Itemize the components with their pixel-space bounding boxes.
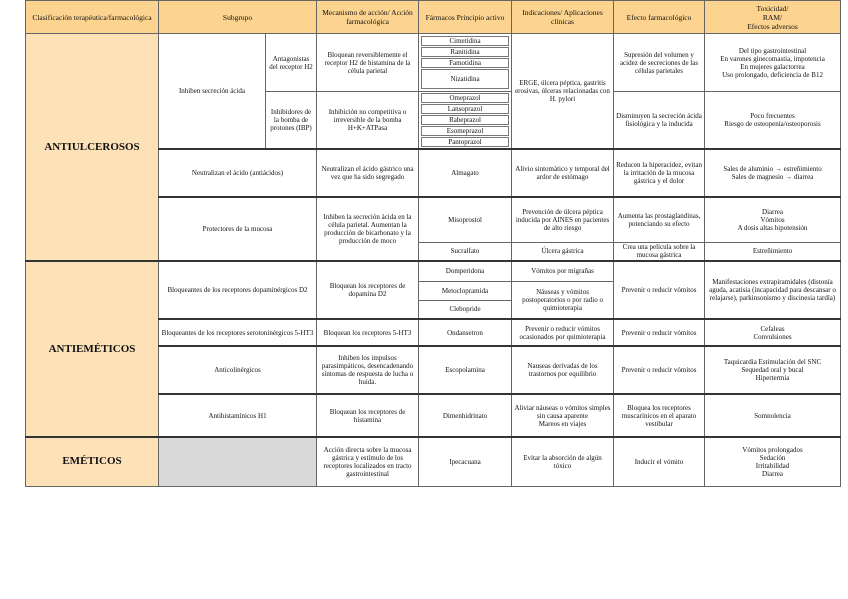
effect: Prevenir o reducir vómitos xyxy=(614,346,705,394)
drug: Nizatidina xyxy=(421,69,509,89)
drug: Lansoprazol xyxy=(421,104,509,114)
toxicity: Poco frecuentes Riesgo de osteopenia/osteoporosis xyxy=(705,92,841,150)
drug: Misoprostol xyxy=(419,197,512,242)
indication: Evitar la absorción de algún tóxico xyxy=(512,437,614,486)
subgroup-5ht3: Bloqueantes de los receptores serotoninérgicos 5-HT3 xyxy=(159,319,317,346)
subgroup-h1: Antihistamínicos H1 xyxy=(159,394,317,437)
effect: Prevenir o reducir vómitos xyxy=(614,261,705,319)
subgroup-ibp: Inhibidores de la bomba de protones (IBP) xyxy=(266,92,317,150)
category-antiemeticos: ANTIEMÉTICOS xyxy=(26,261,159,437)
drug: Sucralfato xyxy=(419,242,512,261)
drug-list xyxy=(419,92,512,150)
drug: Esomeprazol xyxy=(421,126,509,136)
subgroup-inhiben: Inhiben secreción ácida xyxy=(159,34,266,150)
indication: Vómitos por migrañas xyxy=(512,261,614,281)
mechanism: Neutralizan el ácido gástrico una vez que ha sido segregado xyxy=(317,149,419,197)
drug-list xyxy=(419,34,512,92)
indication: Prevenir o reducir vómitos ocasionados por quimioterapia xyxy=(512,319,614,346)
drug: Famotidina xyxy=(421,58,509,68)
table-row xyxy=(26,261,841,281)
category-antiulcerosos: ANTIULCEROSOS xyxy=(26,34,159,262)
header-clasificacion: Clasificación terapéutica/farmacológica xyxy=(26,1,159,34)
subgroup-d2: Bloqueantes de los receptores dopaminérgicos D2 xyxy=(159,261,317,319)
drug: Rabeprazol xyxy=(421,115,509,125)
subgroup-anticolinergicos: Anticolinérgicos xyxy=(159,346,317,394)
drug: Ipecacuana xyxy=(419,437,512,486)
subgroup-empty xyxy=(159,437,317,486)
drug: Almagato xyxy=(419,149,512,197)
indication: Nauseas derivadas de los trastornos por equilibrio xyxy=(512,346,614,394)
mechanism: Inhibición no competitiva o irreversible de la bomba H+K+ATPasa xyxy=(317,92,419,150)
mechanism: Bloquean los receptores de histamina xyxy=(317,394,419,437)
effect: Aumenta las prostaglandinas, potenciando su efecto xyxy=(614,197,705,242)
effect: Crea una película sobre la mucosa gástrica xyxy=(614,242,705,261)
toxicity: Diarrea Vómitos A dosis altas hipotensión xyxy=(705,197,841,242)
effect: Prevenir o reducir vómitos xyxy=(614,319,705,346)
subgroup-h2: Antagonistas del receptor H2 xyxy=(266,34,317,92)
drug: Clebopride xyxy=(419,300,512,319)
mechanism: Bloquean los receptores de dopamina D2 xyxy=(317,261,419,319)
toxicity: Taquicardia Estimulación del SNC Sequedad oral y bucal Hipertermia xyxy=(705,346,841,394)
table-row xyxy=(26,437,841,486)
pharmacology-table xyxy=(25,0,841,487)
drug: Cimetidina xyxy=(421,36,509,46)
subgroup-antiacidos: Neutralizan el ácido (antiácidos) xyxy=(159,149,317,197)
toxicity: Manifestaciones extrapiramidales (distonía aguda, acatisia (incapacidad para descansar o relajarse), parkinsonismo y discinesia tardía) xyxy=(705,261,841,319)
header-efecto: Efecto farmacológico xyxy=(614,1,705,34)
toxicity: Somnolencia xyxy=(705,394,841,437)
header-subgrupo: Subgrupo xyxy=(159,1,317,34)
table-row xyxy=(26,34,841,92)
toxicity: Cefaleas Convulsiones xyxy=(705,319,841,346)
header-row xyxy=(26,1,841,34)
category-emeticos: EMÉTICOS xyxy=(26,437,159,486)
mechanism: Inhiben los impulsos parasimpáticos, desencadenando síntomas de respuesta de lucha o huida. xyxy=(317,346,419,394)
toxicity: Del tipo gastrointestinal En varones ginecomastia, impotencia En mujeres galactorrea Uso prolongado, deficiencia de B12 xyxy=(705,34,841,92)
effect: Bloquea los receptores muscarínicos en el aparato vestibular xyxy=(614,394,705,437)
header-indicaciones: Indicaciones/ Aplicaciones clínicas xyxy=(512,1,614,34)
header-mecanismo: Mecanismo de acción/ Acción farmacológica xyxy=(317,1,419,34)
effect: Inducir el vómito xyxy=(614,437,705,486)
effect: Reducen la hiperacidez, evitan la irritación de la mucosa gástrica y el dolor xyxy=(614,149,705,197)
indication: Úlcera gástrica xyxy=(512,242,614,261)
toxicity: Sales de aluminio → estreñimiento Sales de magnesio → diarrea xyxy=(705,149,841,197)
drug: Domperidona xyxy=(419,261,512,281)
mechanism: Inhiben la secreción ácida en la célula parietal. Aumentan la producción de bicarbonato y la producción de moco xyxy=(317,197,419,261)
indication: Prevención de úlcera péptica inducida por AINES en pacientes de alto riesgo xyxy=(512,197,614,242)
effect: Disminuyen la secreción ácida fisiológica y la inducida xyxy=(614,92,705,150)
subgroup-protectores: Protectores de la mucosa xyxy=(159,197,317,261)
indication: Alivio sintomático y temporal del ardor de estómago xyxy=(512,149,614,197)
indication: ERGE, úlcera péptica, gastritis erosivas, úlceras relacionadas con H. pylori xyxy=(512,34,614,150)
mechanism: Acción directa sobre la mucosa gástrica y estímulo de los receptores localizados en tracto gastrointestinal xyxy=(317,437,419,486)
drug: Ranitidina xyxy=(421,47,509,57)
drug: Dimenhidrinato xyxy=(419,394,512,437)
drug: Escopolamina xyxy=(419,346,512,394)
drug: Metoclopramida xyxy=(419,281,512,300)
effect: Supresión del volumen y acidez de secreciones de las células parietales xyxy=(614,34,705,92)
header-farmacos: Fármacos Principio activo xyxy=(419,1,512,34)
drug: Omeprazol xyxy=(421,93,509,103)
drug: Ondansetron xyxy=(419,319,512,346)
toxicity: Vómitos prolongados Sedación Irritabilidad Diarrea xyxy=(705,437,841,486)
toxicity: Estreñimiento xyxy=(705,242,841,261)
indication: Náuseas y vómitos postoperatorios o por radio o quimioterapia xyxy=(512,281,614,319)
mechanism: Bloquean reversiblemente el receptor H2 de histamina de la célula parietal xyxy=(317,34,419,92)
mechanism: Bloquean los receptores 5-HT3 xyxy=(317,319,419,346)
indication: Aliviar náuseas o vómitos simples sin causa aparente Mareos en viajes xyxy=(512,394,614,437)
drug: Pantoprazol xyxy=(421,137,509,147)
header-toxicidad: Toxicidad/ RAM/ Efectos adversos xyxy=(705,1,841,34)
